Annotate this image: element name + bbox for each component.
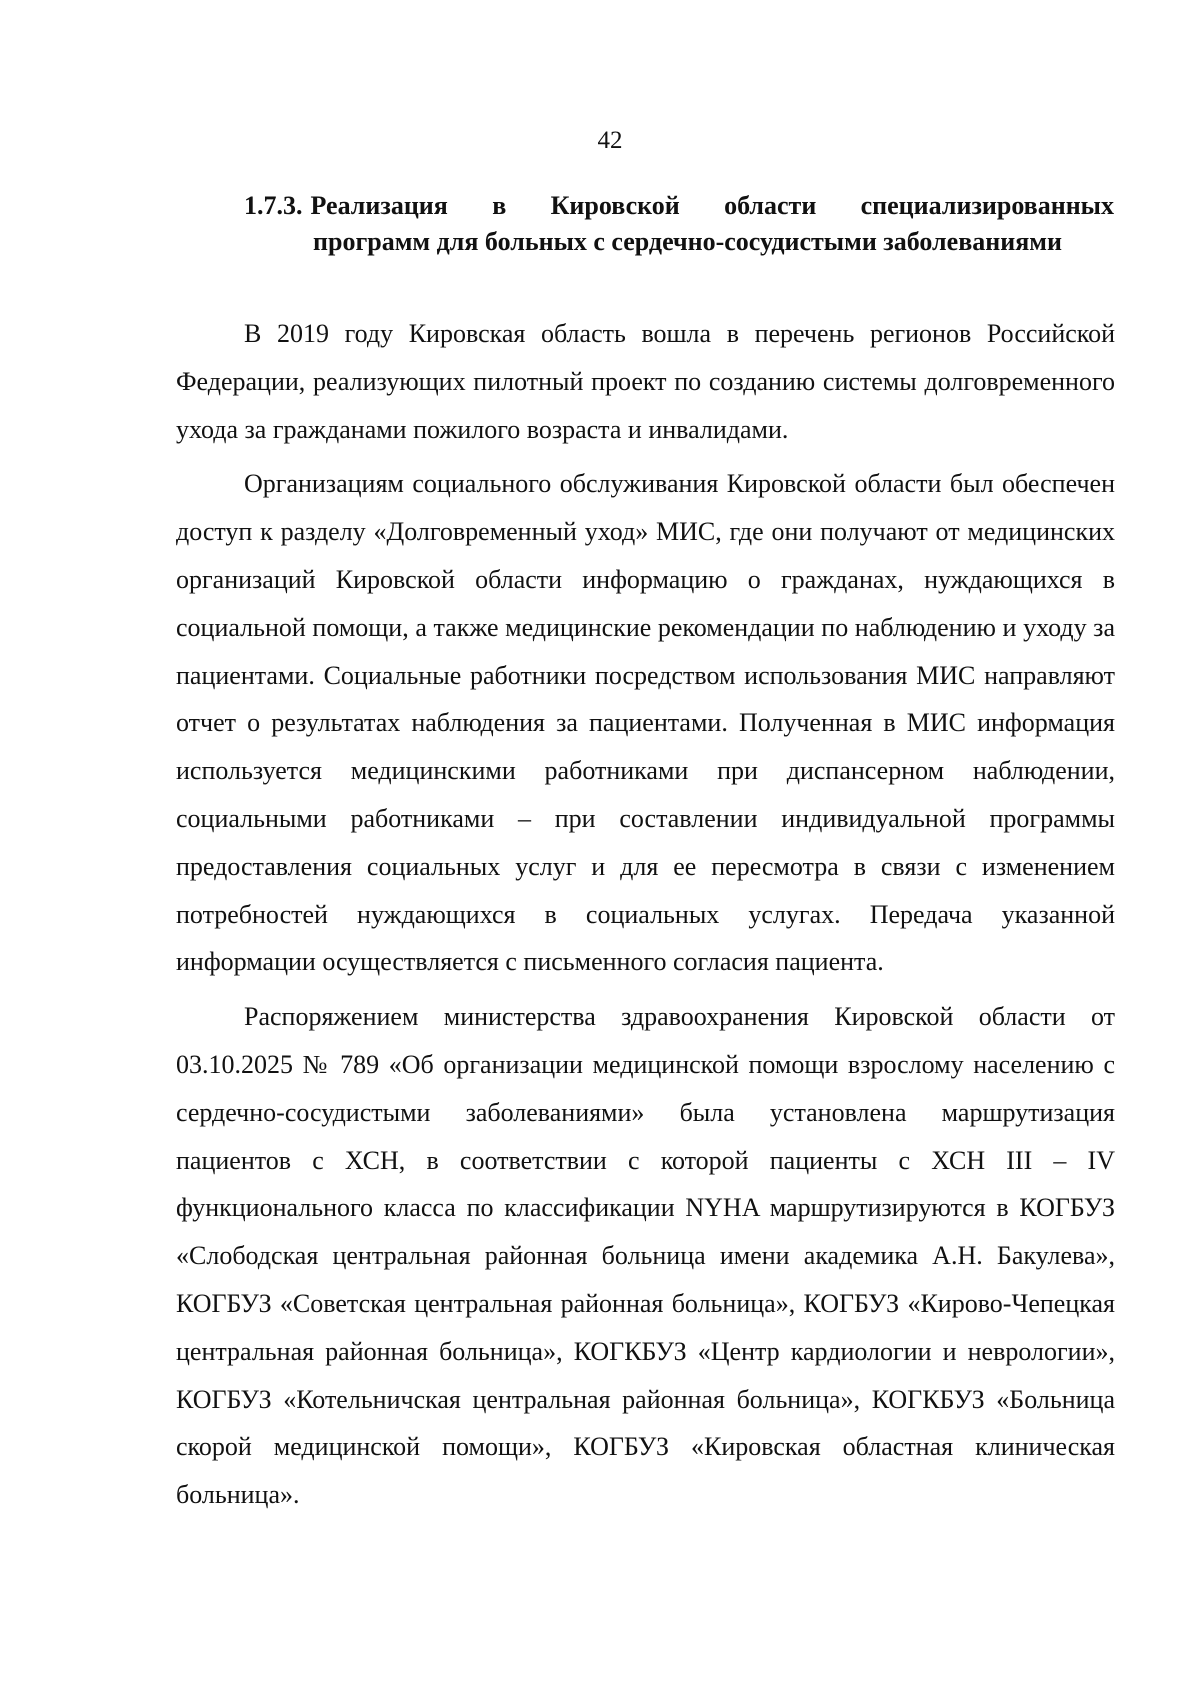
section-title-word: Реализация (310, 191, 448, 220)
section-number: 1.7.3. (244, 191, 303, 220)
paragraph-long-term-care-pilot: В 2019 году Кировская область вошла в перечень регионов Российской Федерации, реализующих пилотный проект по созданию системы долговременного ухода за гражданами пожилого возраста и инвалидами. (176, 319, 1115, 444)
section-heading-line-2: программ для больных с сердечно-сосудистыми заболеваниями (313, 227, 1062, 256)
page-number: 42 (597, 127, 623, 154)
document-body (176, 310, 1115, 1526)
section-title-word: области (724, 191, 817, 220)
section-heading-line-1 (244, 188, 1114, 224)
section-title-word: Кировской (550, 191, 680, 220)
section-heading-word-1 (244, 188, 448, 224)
section-title-word: специализированных (860, 191, 1114, 220)
section-title-word: в (492, 191, 507, 220)
section-heading (244, 188, 1114, 260)
paragraph-social-services-access: Организациям социального обслуживания Кировской области был обеспечен доступ к разделу «Долговременный уход» МИС, где они получают от медицинских организаций Кировской области информацию о гражданах, нуждающихся в социальной помощи, а также медицинские рекомендации по наблюдению и уходу за пациентами. Социальные работники посредством использования МИС направляют отчет о результатах наблюдения за пациентами. Полученная в МИС информация используется медицинскими работниками при диспансерном наблюдении, социальными работниками – при составлении индивидуальной программы предоставления социальных услуг и для ее пересмотра в связи с изменением потребностей нуждающихся в социальных услугах. Передача указанной информации осуществляется с письменного согласия пациента. (176, 469, 1115, 977)
paragraph-routing-order: Распоряжением министерства здравоохранения Кировской области от 03.10.2025 № 789 «Об организации медицинской помощи взрослому населению с сердечно-сосудистыми заболеваниями» была установлена маршрутизация пациентов с ХСН, в соответствии с которой пациенты с ХСН III – IV функционального класса по классификации NYHA маршрутизируются в КОГБУЗ «Слободская центральная районная больница имени академика А.Н. Бакулева», КОГБУЗ «Советская центральная районная больница», КОГБУЗ «Кирово-Чепецкая центральная районная больница», КОГКБУЗ «Центр кардиологии и неврологии», КОГБУЗ «Котельничская центральная районная больница», КОГКБУЗ «Больница скорой медицинской помощи», КОГБУЗ «Кировская областная клиническая больница». (176, 1002, 1115, 1510)
